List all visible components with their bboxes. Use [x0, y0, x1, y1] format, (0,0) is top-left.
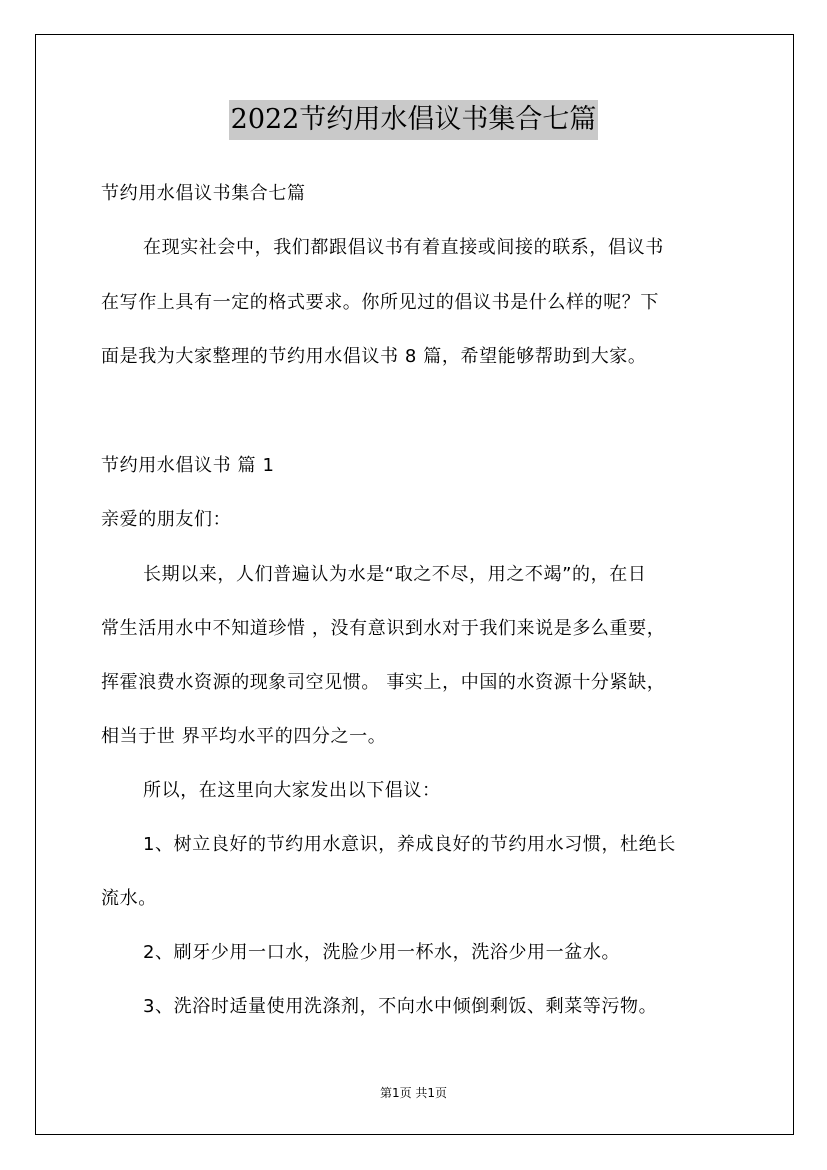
body-line-4: 相当于世 界平均水平的四分之一。	[101, 726, 387, 747]
intro-line-3: 面是我为大家整理的节约用水倡议书 8 篇，希望能够帮助到大家。	[101, 346, 647, 367]
proposal-intro: 所以，在这里向大家发出以下倡议：	[143, 780, 441, 801]
section-heading: 节约用水倡议书 篇 1	[101, 455, 275, 476]
item-2: 2、刷牙少用一口水，洗脸少用一杯水，洗浴少用一盆水。	[143, 942, 621, 963]
intro-line-1: 在现实社会中，我们都跟倡议书有着直接或间接的联系，倡议书	[143, 237, 664, 258]
body-line-2: 常生活用水中不知道珍惜 ，没有意识到水对于我们来说是多么重要，	[101, 618, 666, 639]
item-1-line-1: 1、树立良好的节约用水意识，养成良好的节约用水习惯，杜绝长	[143, 834, 676, 855]
body-line-1: 长期以来，人们普遍认为水是“取之不尽，用之不竭”的，在日	[143, 564, 647, 585]
page-footer: 第1页 共1页	[379, 1086, 448, 1100]
document-title: 2022节约用水倡议书集合七篇	[229, 100, 599, 140]
document-subtitle: 节约用水倡议书集合七篇	[101, 183, 306, 204]
item-1-line-2: 流水。	[101, 888, 157, 909]
body-line-3: 挥霍浪费水资源的现象司空见惯。 事实上，中国的水资源十分紧缺，	[101, 672, 666, 693]
greeting: 亲爱的朋友们：	[101, 509, 232, 530]
title-container	[0, 100, 827, 140]
intro-line-2: 在写作上具有一定的格式要求。你所见过的倡议书是什么样的呢？下	[101, 292, 659, 313]
item-3: 3、洗浴时适量使用洗涤剂，不向水中倾倒剩饭、剩菜等污物。	[143, 996, 658, 1017]
